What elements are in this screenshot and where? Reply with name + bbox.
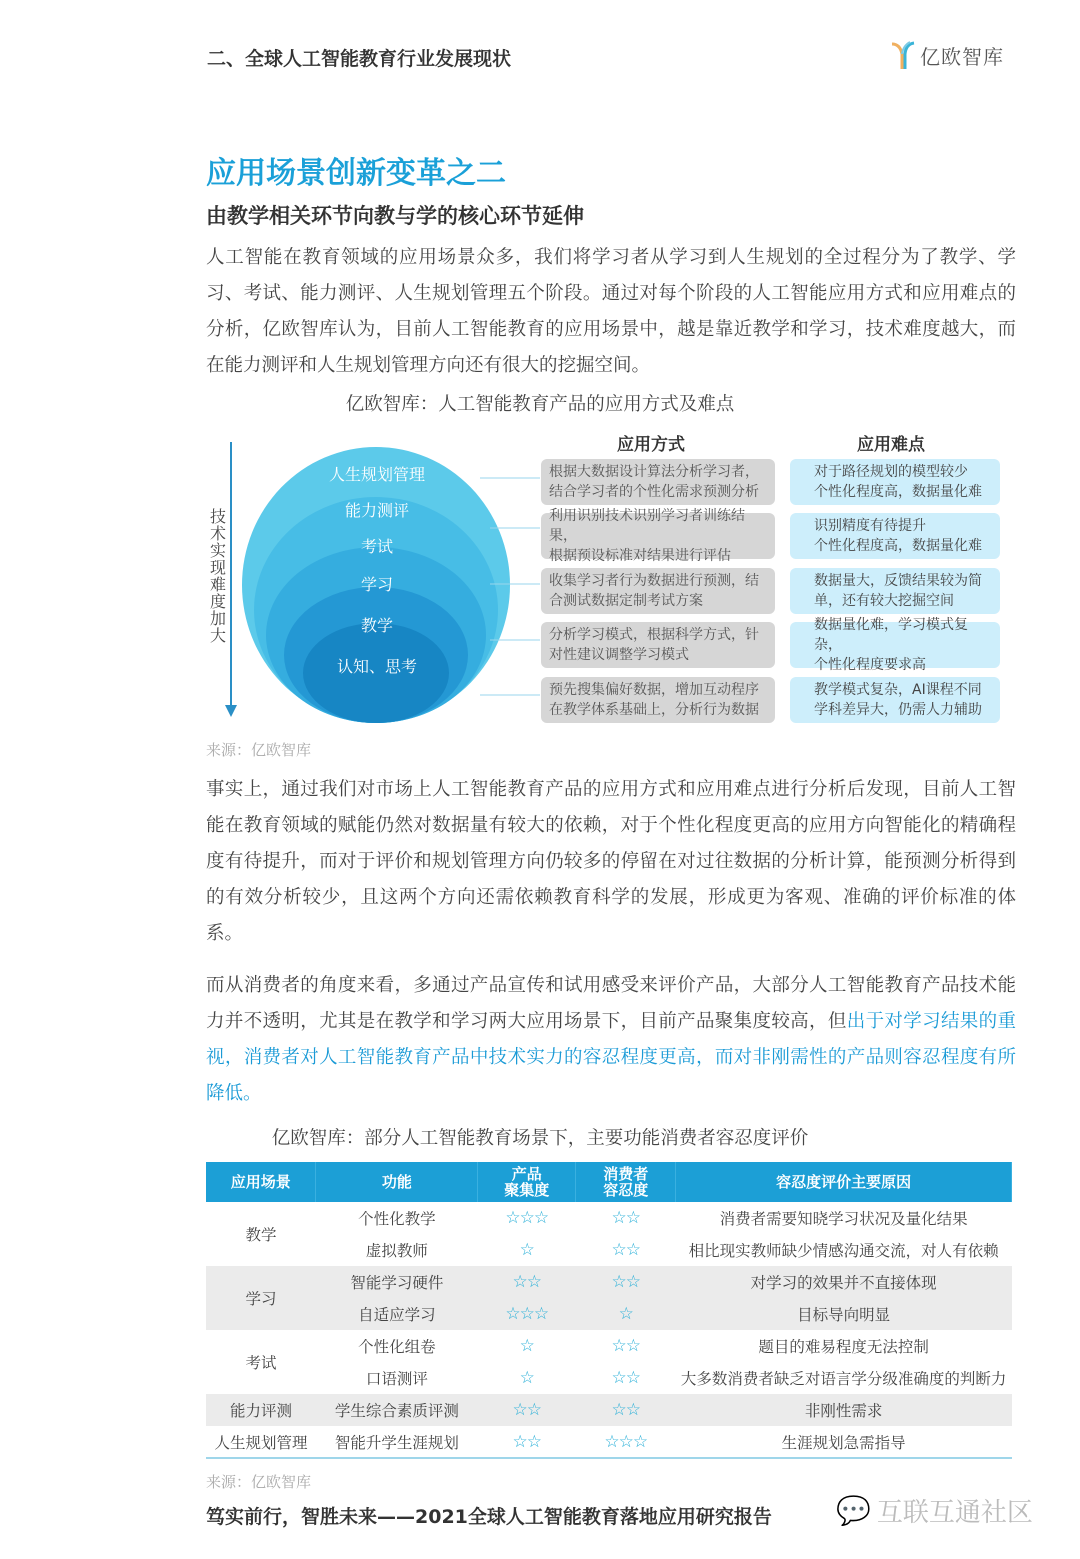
difficulty-box: [790, 617, 1000, 673]
tolerance-rating: [576, 1394, 676, 1426]
scene-cell: 教学: [245, 1226, 277, 1244]
table-caption: 亿欧智库：部分人工智能教育场景下，主要功能消费者容忍度评价: [271, 1128, 809, 1149]
star-icon: ☆☆: [512, 1400, 542, 1420]
scene-cell: 学习: [206, 1266, 316, 1330]
page-title: 应用场景创新变革之二: [206, 156, 506, 191]
paragraph-analysis: 事实上，通过我们对市场上人工智能教育产品的应用方式和应用难点进行分析后发现，目前人工智能在教育领域的赋能仍然对数据量有较大的依赖，对于个性化程度更高的应用方向智能化的精确程度有待提升，而对于评价和规划管理方向仍较多的停留在对过往数据的分析计算，能预测分析得到的有效分析较少，且这两个方向还需依赖教育科学的发展，形成更为客观、准确的评价标准的体系。: [206, 779, 1016, 944]
method-box-line: 对性建议调整学习模式: [549, 647, 689, 663]
tolerance-table: [206, 1162, 1012, 1459]
star-icon: ☆☆: [611, 1272, 640, 1292]
method-box-line: 收集学习者行为数据进行预测，结: [549, 573, 759, 589]
method-box: [541, 677, 775, 723]
difficulty-box: [790, 677, 1000, 723]
scene-cell: 人生规划管理: [214, 1433, 308, 1452]
table-header: 应用场景: [206, 1162, 316, 1202]
table-header: 功能: [316, 1162, 478, 1202]
tolerance-rating: [576, 1234, 676, 1266]
method-box: [541, 459, 775, 505]
tolerance-rating: [576, 1362, 676, 1394]
concentration-rating: [478, 1330, 576, 1362]
function-cell: 智能升学生涯规划: [334, 1433, 459, 1452]
paragraph-consumer: [206, 968, 1016, 1112]
tolerance-rating: [576, 1330, 676, 1362]
method-box-line: 在教学体系基础上，分析行为数据: [549, 702, 759, 718]
star-icon: ☆☆☆: [505, 1208, 549, 1228]
function-cell: 虚拟教师: [365, 1242, 428, 1260]
scene-cell: 考试: [245, 1354, 277, 1372]
tolerance-rating: [576, 1202, 676, 1234]
method-box-line: 利用识别技术识别学习者训练结果，: [549, 508, 745, 544]
difficulty-box: [790, 459, 1000, 505]
method-box-line: 根据预设标准对结果进行评估: [549, 548, 731, 564]
star-icon: ☆: [519, 1240, 534, 1260]
method-box-line: 合测试数据定制考试方案: [549, 593, 703, 609]
method-box: [541, 508, 775, 564]
star-icon: ☆☆: [611, 1368, 640, 1388]
paragraph-consumer-text: 而从消费者的角度来看，多通过产品宣传和试用感受来评价产品，大部分人工智能教育产品技术能力并不透明，尤其是在教学和学习两大应用场景下，目前产品聚集度较高，但: [206, 975, 1016, 1032]
table-header: 消费者 容忍度: [576, 1162, 676, 1202]
function-cell: 自适应学习: [316, 1298, 478, 1330]
difficulty-box-line: 教学模式复杂，AI课程不同: [814, 682, 982, 698]
reason-cell: 大多数消费者缺乏对语言学分级准确度的判断力: [680, 1370, 1007, 1388]
method-box-line: 根据大数据设计算法分析学习者，: [549, 464, 759, 480]
concentration-rating: [478, 1234, 576, 1266]
difficulty-box: [790, 513, 1000, 559]
reason-cell: 目标导向明显: [676, 1298, 1012, 1330]
star-icon: ☆: [519, 1336, 534, 1356]
table-header: 产品 聚集度: [478, 1162, 576, 1202]
logo-icon: [890, 40, 916, 70]
concentration-rating: [478, 1298, 576, 1330]
watermark-text: 互联互通社区: [876, 1498, 1033, 1528]
table-row: [206, 1202, 1012, 1234]
page-subtitle: 由教学相关环节向教与学的核心环节延伸: [206, 204, 584, 228]
function-cell: 学生综合素质评测: [316, 1394, 478, 1426]
scene-cell: 能力评测: [206, 1394, 316, 1426]
table-header: 容忍度评价主要原因: [676, 1162, 1012, 1202]
star-icon: ☆☆☆: [505, 1304, 549, 1324]
tolerance-rating: [576, 1426, 676, 1458]
star-icon: ☆☆☆: [604, 1431, 648, 1452]
reason-cell: 题目的难易程度无法控制: [758, 1338, 929, 1356]
difficulty-box-line: 数据量大，反馈结果较为简: [814, 573, 982, 589]
logo: [890, 40, 1004, 70]
column-header-difficulty: 应用难点: [857, 435, 925, 455]
table-row: [206, 1362, 1012, 1394]
method-box-line: 结合学习者的个性化需求预测分析: [549, 484, 759, 500]
axis-label: 技术实现难度加大: [209, 507, 226, 645]
layer-label: 考试: [360, 537, 393, 556]
table-row: [206, 1426, 1012, 1458]
layer-label: 学习: [360, 575, 393, 594]
reason-cell: 对学习的效果并不直接体现: [676, 1266, 1012, 1298]
star-icon: ☆: [618, 1304, 633, 1324]
star-icon: ☆: [519, 1368, 534, 1388]
function-cell: 智能学习硬件: [316, 1266, 478, 1298]
difficulty-box-line: 识别精度有待提升: [814, 518, 926, 534]
figure-source: 来源：亿欧智库: [206, 741, 312, 759]
function-cell: 个性化教学: [358, 1210, 436, 1228]
star-icon: ☆☆: [611, 1208, 640, 1228]
star-icon: ☆☆: [611, 1240, 640, 1260]
layer-label: 人生规划管理: [328, 465, 425, 484]
difficulty-box-line: 单，还有较大挖掘空间: [814, 593, 954, 609]
concentration-rating: [478, 1362, 576, 1394]
difficulty-box-line: 个性化程度高，数据量化难: [814, 538, 982, 554]
layer-label: 教学: [360, 616, 393, 635]
tolerance-rating: [576, 1298, 676, 1330]
difficulty-box-line: 个性化程度高，数据量化难: [814, 484, 982, 500]
logo-text: 亿欧智库: [920, 44, 1004, 69]
concentration-rating: [478, 1394, 576, 1426]
method-box: [541, 622, 775, 668]
table-row: [206, 1234, 1012, 1266]
difficulty-box-line: 个性化程度要求高: [814, 657, 926, 673]
star-icon: ☆☆: [611, 1400, 640, 1420]
reason-cell: 相比现实教师缺少情感沟通交流，对人有依赖: [688, 1242, 999, 1260]
function-cell: 口语测评: [365, 1370, 428, 1388]
figure-caption: 亿欧智库：人工智能教育产品的应用方式及难点: [345, 394, 735, 415]
difficulty-box-line: 数据量化难，学习模式复杂，: [814, 617, 968, 653]
method-box-line: 预先搜集偏好数据，增加互动程序: [549, 682, 759, 698]
section-header: 二、全球人工智能教育行业发展现状: [207, 48, 512, 70]
difficulty-box-line: 对于路径规划的模型较少: [814, 464, 968, 480]
reason-cell: 生涯规划急需指导: [781, 1433, 906, 1452]
method-box: [541, 568, 775, 614]
table-row: [206, 1266, 1012, 1298]
tolerance-rating: [576, 1266, 676, 1298]
function-cell: 个性化组卷: [358, 1338, 436, 1356]
table-row: [206, 1394, 1012, 1426]
difficulty-box: [790, 568, 1000, 614]
star-icon: ☆☆: [512, 1431, 542, 1452]
table-source: 来源：亿欧智库: [206, 1473, 312, 1491]
star-icon: ☆☆: [611, 1336, 640, 1356]
watermark: [836, 1492, 1033, 1529]
reason-cell: 非刚性需求: [676, 1394, 1012, 1426]
report-footer: 笃实前行，智胜未来——2021全球人工智能教育落地应用研究报告: [206, 1506, 772, 1528]
reason-cell: 消费者需要知晓学习状况及量化结果: [719, 1210, 968, 1228]
table-row: [206, 1330, 1012, 1362]
concentration-rating: [478, 1426, 576, 1458]
star-icon: ☆☆: [512, 1272, 542, 1292]
column-header-method: 应用方式: [617, 435, 685, 455]
layer-label: 认知、思考: [336, 657, 417, 676]
layer-label: 能力测评: [344, 501, 409, 520]
paragraph-intro: 人工智能在教育领域的应用场景众多，我们将学习者从学习到人生规划的全过程分为了教学、学习、考试、能力测评、人生规划管理五个阶段。通过对每个阶段的人工智能应用方式和应用难点的分析，亿欧智库认为，目前人工智能教育的应用场景中，越是靠近教学和学习，技术难度越大，而在能力测评和人生规划管理方向还有很大的挖掘空间。: [206, 247, 1016, 376]
concentration-rating: [478, 1266, 576, 1298]
wechat-icon: 💬: [836, 1494, 871, 1527]
method-box-line: 分析学习模式，根据科学方式，针: [549, 627, 759, 643]
concentration-rating: [478, 1202, 576, 1234]
difficulty-box-line: 学科差异大，仍需人力辅助: [814, 702, 982, 718]
paragraph-consumer-highlight: 出于对学习结果的重视，消费者对人工智能教育产品中技术实力的容忍程度更高，而对非刚需性的产品则容忍程度有所降低。: [206, 1011, 1016, 1104]
table-row: [206, 1298, 1012, 1330]
arrow-down-icon: [225, 705, 237, 717]
